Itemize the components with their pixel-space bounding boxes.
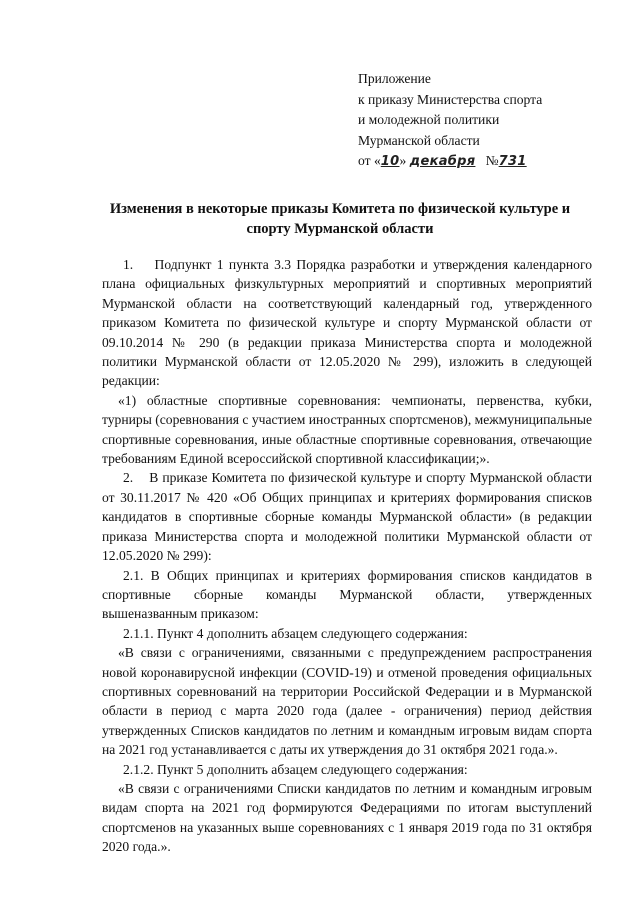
- paragraph-4: 2.1. В Общих принципах и критериях формирования списков кандидатов в спортивные сборные команды Мурманской области, утвержденных вышеназванным приказом:: [102, 567, 592, 622]
- paragraph-2: «1) областные спортивные соревнования: чемпионаты, первенства, кубки, турниры (соревнования с участием иностранных спортсменов), межмуниципальные спортивные соревнования, иные областные спортивные соревнования, отвечающие требованиям Единой всероссийской спортивной классификации;».: [102, 392, 592, 467]
- appendix-line-4: Мурманской области: [358, 132, 480, 148]
- paragraph-1: 1. Подпункт 1 пункта 3.3 Порядка разработки и утверждения календарного плана официальных физкультурных мероприятий и спортивных мероприятий Мурманской области на соответствующий календарный год, утвержденного приказом Комитета по физической культуре и спорту Мурманской области от 09.10.2014 № 290 (в редакции приказа Министерства спорта и молодежной политики Мурманской области от 12.05.2020 № 299), изложить в следующей редакции:: [102, 257, 592, 389]
- paragraph-5: 2.1.1. Пункт 4 дополнить абзацем следующего содержания:: [123, 625, 468, 641]
- appendix-line-3: и молодежной политики: [358, 112, 500, 127]
- number-sign: №: [485, 153, 499, 168]
- paragraph-3: 2. В приказе Комитета по физической культуре и спорту Мурманской области от 30.11.2017 № 420 «Об Общих принципах и критериях формирования списков кандидатов в спортивные сборные команды Мурманской области» (в редакции приказа Министерства спорта и молодежной политики Мурманской области от 12.05.2020 № 299):: [102, 470, 592, 564]
- handwritten-number: 731: [498, 154, 527, 169]
- appendix-block: [358, 69, 618, 173]
- date-prefix: от «: [358, 153, 381, 168]
- document-body: [102, 255, 592, 857]
- date-mid: »: [399, 153, 407, 168]
- paragraph-8: «В связи с ограничениями Списки кандидатов по летним и командным игровым видам спорта на 2021 год формируются Федерациями по итогам выступлений спортсменов на указанных выше соревнованиях с 1 января 2019 года по 31 октября 2020 года.».: [102, 780, 592, 855]
- appendix-line-1: Приложение: [358, 71, 431, 86]
- paragraph-7: 2.1.2. Пункт 5 дополнить абзацем следующего содержания:: [123, 761, 468, 777]
- document-title: Изменения в некоторые приказы Комитета по физической культуре и спорту Мурманской области: [109, 201, 571, 237]
- paragraph-6: «В связи с ограничениями, связанными с предупреждением распространения новой коронавирусной инфекции (COVID-19) и отменой проведения официальных спортивных соревнований на территории Российской Федерации и в Мурманской области в период с марта 2020 года (далее - ограничения) период действия утвержденных Списков кандидатов по летним и командным игровым видам спорта на 2021 год устанавливается с даты их утверждения до 31 октября 2021 года.».: [102, 645, 592, 758]
- appendix-date-line: [358, 151, 618, 173]
- handwritten-day: 10: [380, 154, 400, 169]
- handwritten-month: декабря: [409, 154, 476, 169]
- appendix-line-2: к приказу Министерства спорта: [358, 91, 543, 107]
